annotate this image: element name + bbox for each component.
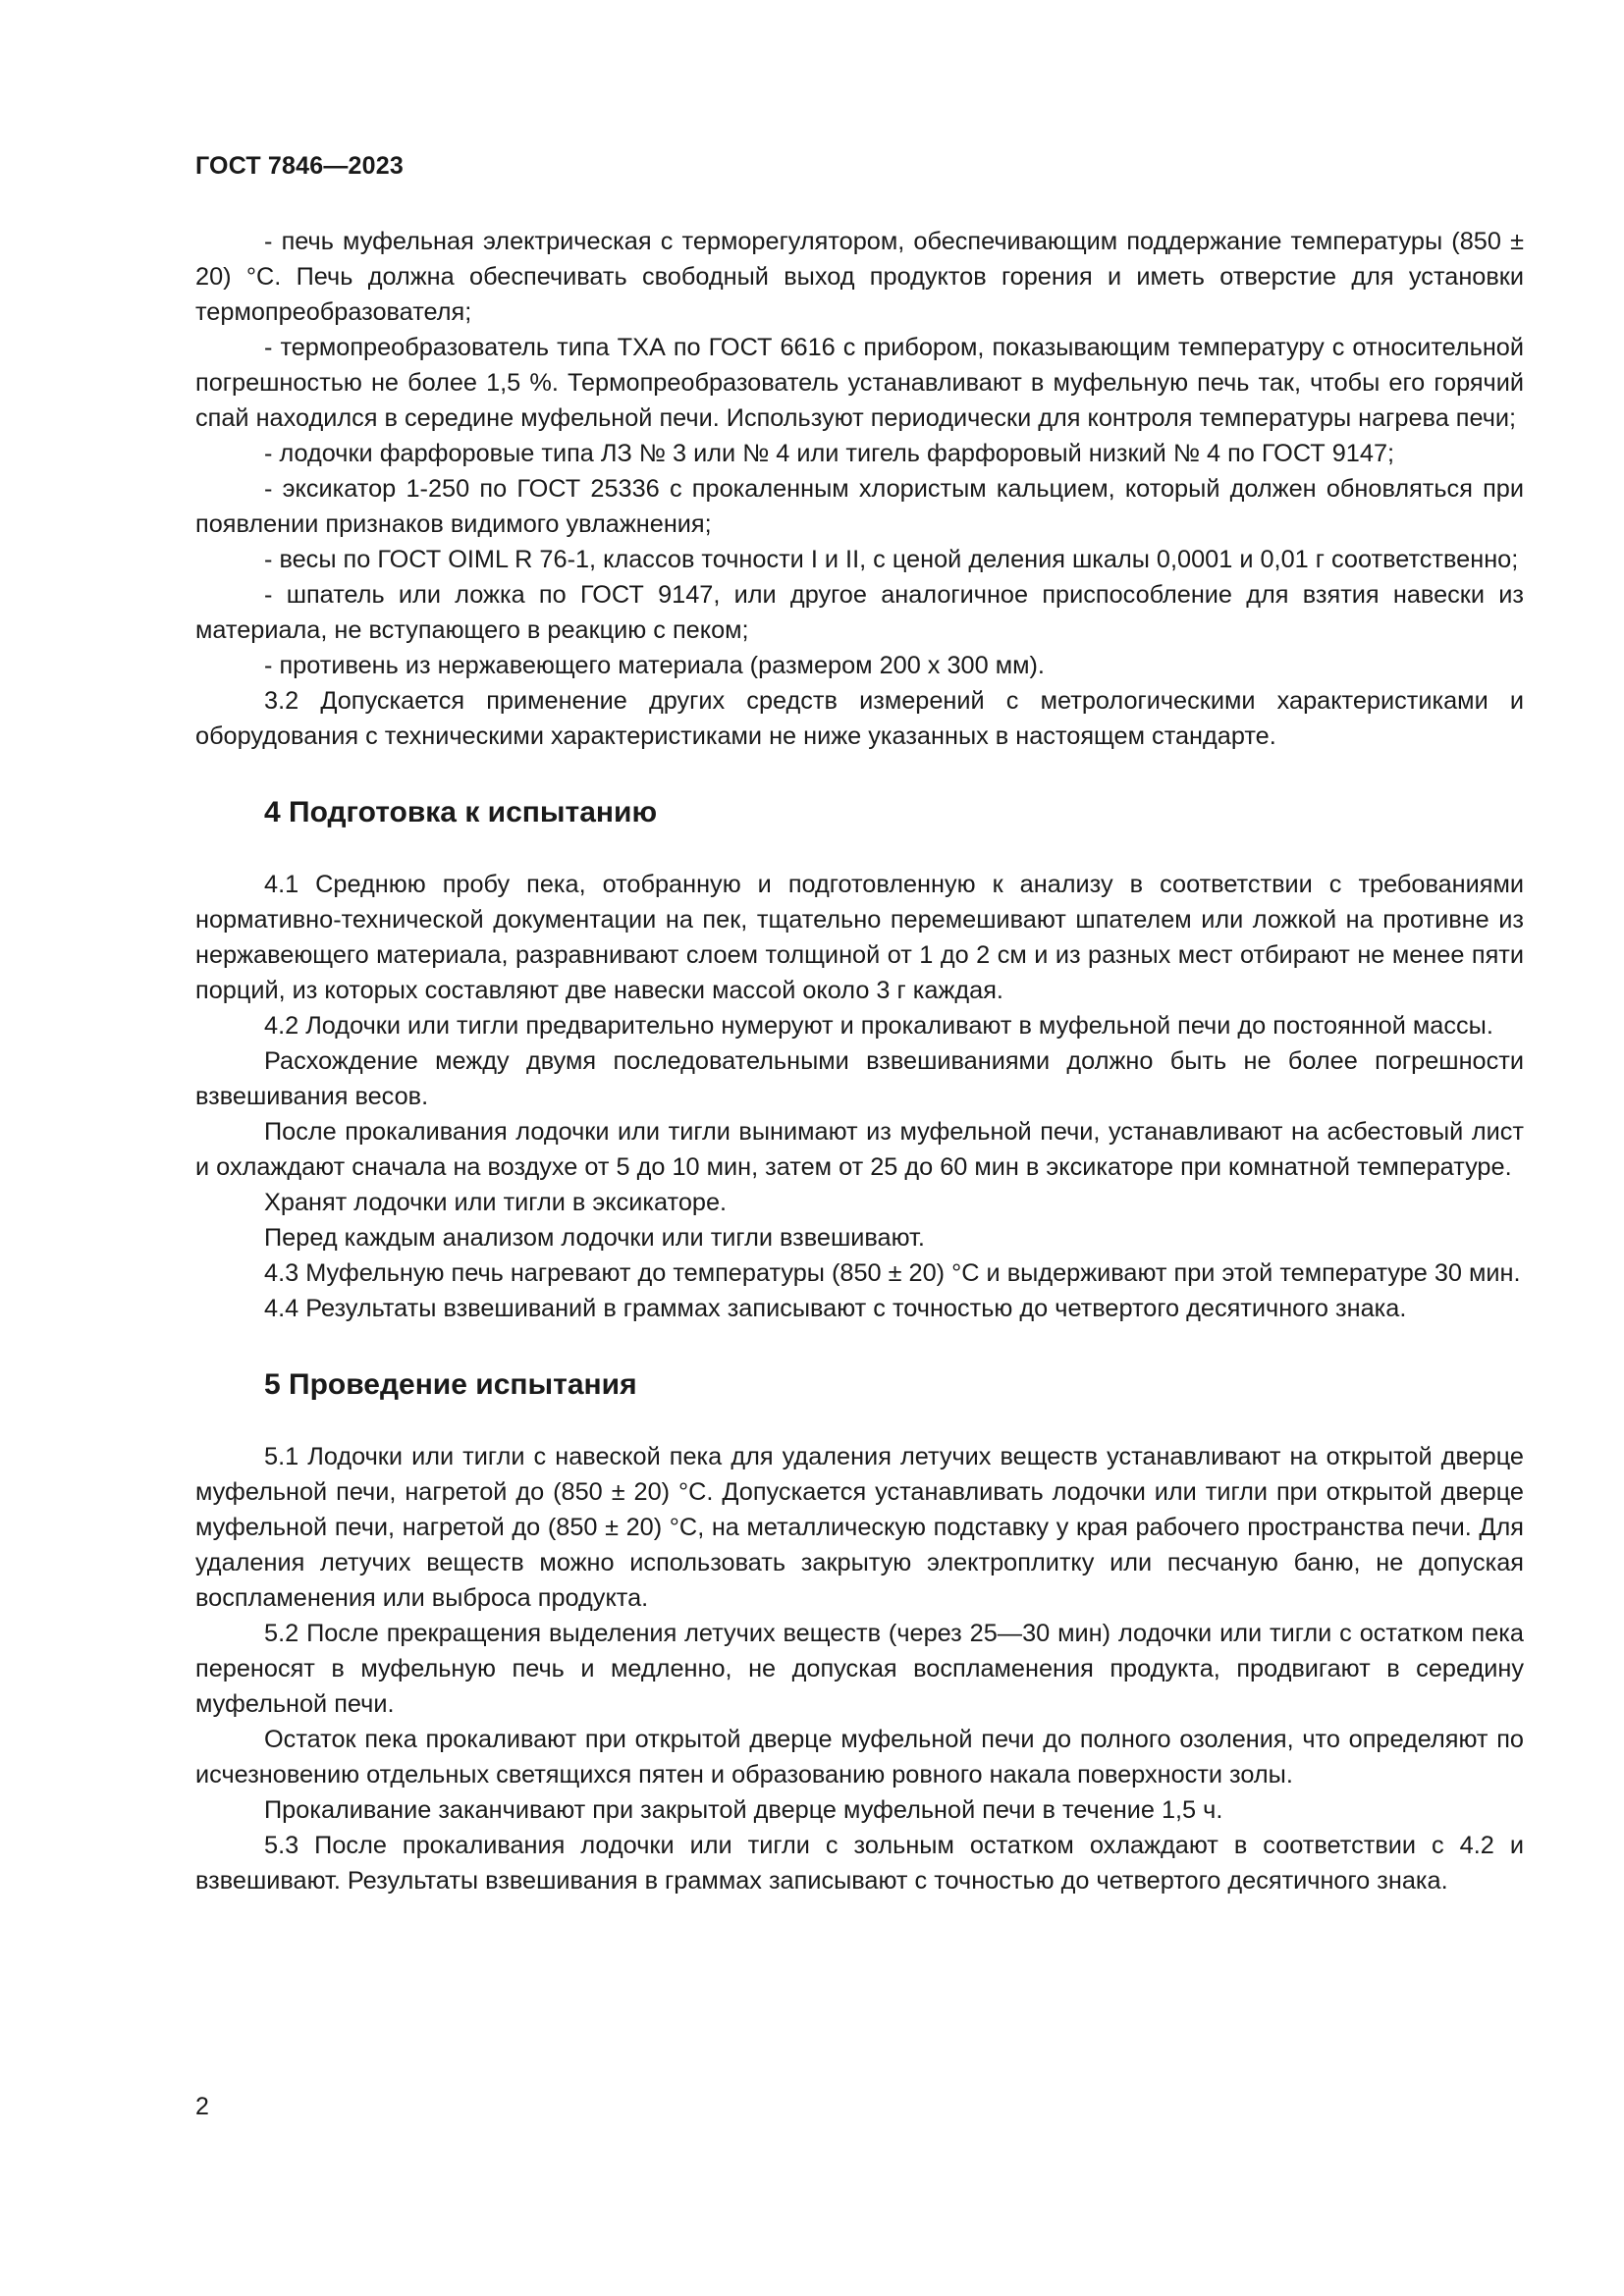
document-header: ГОСТ 7846—2023 bbox=[195, 152, 404, 180]
paragraph: Хранят лодочки или тигли в эксикаторе. bbox=[264, 1189, 728, 1216]
paragraph: Остаток пека прокаливают при открытой дверце муфельной печи до полного озоления, что определяют по исчезновению отдельных светящихся пятен и образованию ровного накала поверхности золы. bbox=[195, 1726, 1524, 1789]
paragraph: Расхождение между двумя последовательными взвешиваниями должно быть не более погрешности взвешивания весов. bbox=[195, 1047, 1524, 1110]
section-5-body bbox=[195, 1439, 1524, 1898]
clause-3-2: 3.2 Допускается применение других средств измерений с метрологическими характеристиками и оборудования с техническими характеристиками не ниже указанных в настоящем стандарте. bbox=[195, 687, 1524, 750]
section-5-heading: 5 Проведение испытания bbox=[264, 1368, 637, 1401]
list-item: - шпатель или ложка по ГОСТ 9147, или другое аналогичное приспособление для взятия навески из материала, не вступающего в реакцию с пеком; bbox=[195, 581, 1524, 644]
document-body bbox=[195, 224, 1524, 1898]
list-item: - противень из нержавеющего материала (размером 200 х 300 мм). bbox=[264, 652, 1045, 679]
section-4-body bbox=[195, 867, 1524, 1326]
list-item: - эксикатор 1-250 по ГОСТ 25336 с прокаленным хлористым кальцием, который должен обновляться при появлении признаков видимого увлажнения; bbox=[195, 475, 1524, 538]
list-item: - лодочки фарфоровые типа ЛЗ № 3 или № 4 или тигель фарфоровый низкий № 4 по ГОСТ 9147; bbox=[264, 440, 1395, 467]
paragraph: Прокаливание заканчивают при закрытой дверце муфельной печи в течение 1,5 ч. bbox=[264, 1796, 1223, 1824]
list-item: - печь муфельная электрическая с терморегулятором, обеспечивающим поддержание температуры (850 ± 20) °C. Печь должна обеспечивать свободный выход продуктов горения и иметь отверстие для установки термопреобразователя; bbox=[195, 228, 1524, 326]
paragraph: 5.2 После прекращения выделения летучих веществ (через 25—30 мин) лодочки или тигли с остатком пека переносят в муфельную печь и медленно, не допуская воспламенения продукта, продвигают в середину муфельной печи. bbox=[195, 1620, 1524, 1718]
paragraph: 5.1 Лодочки или тигли с навеской пека для удаления летучих веществ устанавливают на открытой дверце муфельной печи, нагретой до (850 ± 20) °C. Допускается устанавливать лодочки или тигли при открытой дверце муфельной печи, нагретой до (850 ± 20) °C, на металлическую подставку у края рабочего пространства печи. Для удаления летучих веществ можно использовать закрытую электроплитку или песчаную баню, не допуская воспламенения или выброса продукта. bbox=[195, 1443, 1524, 1612]
paragraph: 4.2 Лодочки или тигли предварительно нумеруют и прокаливают в муфельной печи до постоянной массы. bbox=[264, 1012, 1493, 1040]
section-4-heading: 4 Подготовка к испытанию bbox=[264, 796, 658, 828]
page-number: 2 bbox=[195, 2093, 209, 2120]
list-item: - термопреобразователь типа ТХА по ГОСТ 6616 с прибором, показывающим температуру с относительной погрешностью не более 1,5 %. Термопреобразователь устанавливают в муфельную печь так, чтобы его горячий спай находился в середине муфельной печи. Используют периодически для контроля температуры нагрева печи; bbox=[195, 334, 1524, 432]
paragraph: После прокаливания лодочки или тигли вынимают из муфельной печи, устанавливают на асбестовый лист и охлаждают сначала на воздухе от 5 до 10 мин, затем от 25 до 60 мин в эксикаторе при комнатной температуре. bbox=[195, 1118, 1524, 1181]
paragraph: Перед каждым анализом лодочки или тигли взвешивают. bbox=[264, 1224, 925, 1252]
equipment-list bbox=[195, 224, 1524, 683]
paragraph: 4.1 Среднюю пробу пека, отобранную и подготовленную к анализу в соответствии с требованиями нормативно-технической документации на пек, тщательно перемешивают шпателем или ложкой на противне из нержавеющего материала, разравнивают слоем толщиной от 1 до 2 см и из разных мест отбирают не менее пяти порций, из которых составляют две навески массой около 3 г каждая. bbox=[195, 871, 1524, 1004]
paragraph: 4.3 Муфельную печь нагревают до температуры (850 ± 20) °C и выдерживают при этой температуре 30 мин. bbox=[264, 1259, 1521, 1287]
paragraph: 5.3 После прокаливания лодочки или тигли с зольным остатком охлаждают в соответствии с 4.2 и взвешивают. Результаты взвешивания в граммах записывают с точностью до четвертого десятичного знака. bbox=[195, 1832, 1524, 1895]
list-item: - весы по ГОСТ OIML R 76-1, классов точности I и II, с ценой деления шкалы 0,0001 и 0,01 г соответственно; bbox=[264, 546, 1519, 573]
paragraph: 4.4 Результаты взвешиваний в граммах записывают с точностью до четвертого десятичного знака. bbox=[264, 1295, 1407, 1322]
